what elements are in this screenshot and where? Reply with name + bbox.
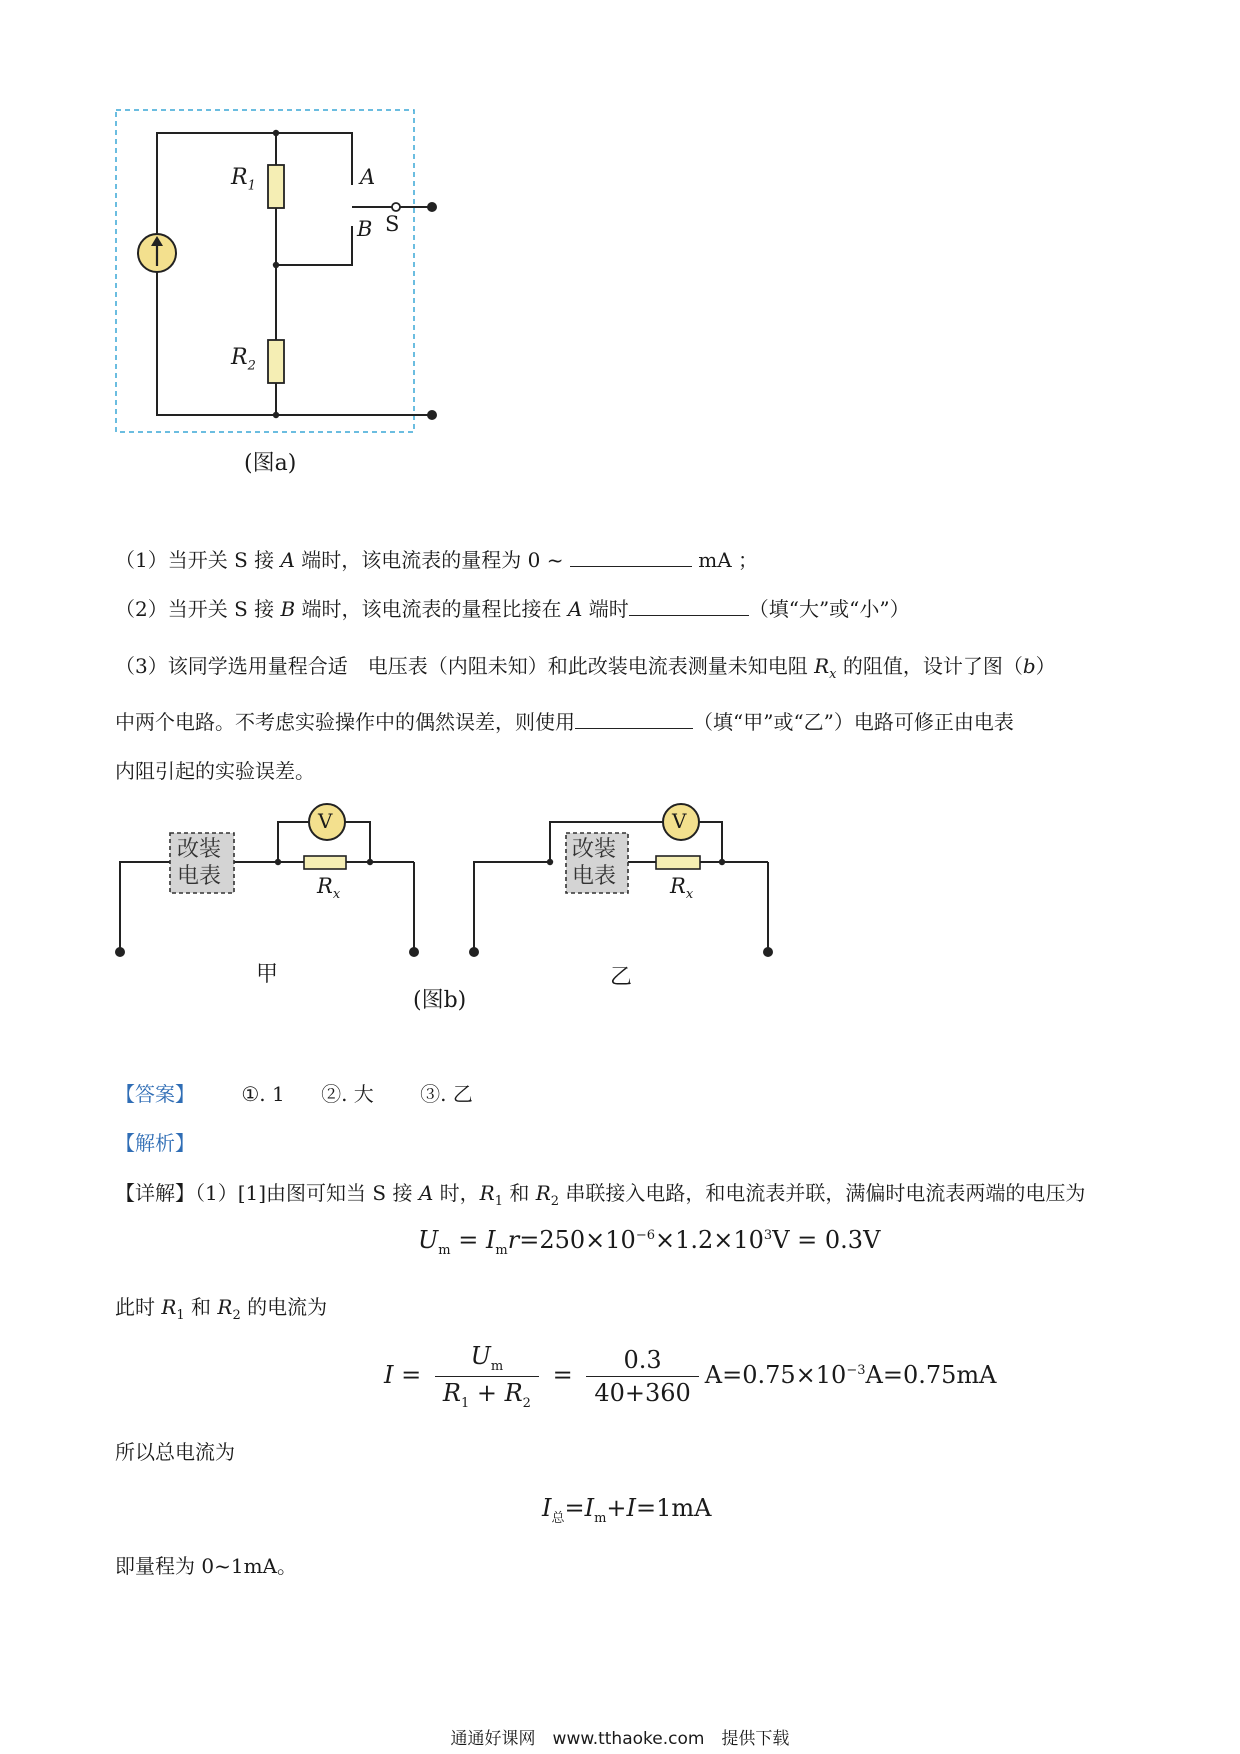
label-a: A: [360, 165, 376, 189]
equation-3: $I_总=I_m+I=1mA$: [542, 1494, 712, 1526]
yi-wire-left: [474, 862, 550, 952]
yi-terminal-right: [763, 947, 773, 957]
jia-terminal-right: [409, 947, 419, 957]
yi-voltmeter-label: V: [672, 809, 687, 833]
question-3-line-1: （3）该同学选用量程合适 电压表（内阻未知）和此改装电流表测量未知电阻 $R_x$ 的阻值，设计了图（b）: [115, 654, 1056, 682]
total-current-line: 所以总电流为: [115, 1440, 235, 1464]
answer-line: 【答案】 ①. 1 ②. 大 ③. 乙: [115, 1082, 473, 1106]
figure-b-caption: (图b): [413, 988, 467, 1013]
label-s: S: [385, 212, 400, 236]
question-3-line-2: 中两个电路。不考虑实验操作中的偶然误差，则使用 （填“甲”或“乙”）电路可修正由电表: [115, 710, 1014, 734]
range-line: 即量程为 0~1mA。: [115, 1554, 297, 1578]
equation-2: I = $\frac{U_m}{R_1 + R_2}$ = $\frac{0.3}{40+360}$ $A=0.75\times 10^{-3}A=0.75mA$: [384, 1342, 997, 1411]
fraction-1: $\frac{U_m}{R_1 + R_2}$: [435, 1342, 539, 1411]
yi-resistor-rx: [656, 856, 700, 869]
figure-a-caption: (图a): [244, 451, 297, 476]
page-footer: 通通好课网 www.tthaoke.com 提供下载: [450, 1729, 790, 1749]
jia-label: 甲: [256, 962, 279, 987]
jia-terminal-left: [115, 947, 125, 957]
current-line: 此时 $R_1$ 和 $R_2$ 的电流为: [115, 1295, 328, 1323]
jia-voltmeter-label: V: [318, 809, 333, 833]
analysis-tag: 【解析】: [115, 1131, 195, 1155]
label-r2: $R_2$: [231, 345, 256, 374]
equation-1: $U_m = I_mr=250\times 10^{-6}\times 1.2\times 10^3V = 0.3V$: [418, 1226, 881, 1258]
jia-resistor-rx: [304, 856, 346, 869]
yi-label: 乙: [610, 965, 633, 990]
jia-rx-label: $R_x$: [317, 874, 341, 903]
jia-v-right: [345, 822, 370, 862]
yi-terminal-left: [469, 947, 479, 957]
label-b: B: [357, 217, 373, 241]
yi-meter-label: 改装 电表: [572, 837, 617, 889]
jia-meter-label: 改装 电表: [177, 837, 222, 889]
question-2: （2）当开关 S 接 B 端时，该电流表的量程比接在 A 端时 （填“大”或“小”）: [115, 597, 910, 621]
yi-v-right: [699, 822, 722, 862]
detail-line: 【详解】（1）[1]由图可知当 S 接 A 时，$R_1$ 和 $R_2$ 串联接入电路，和电流表并联，满偏时电流表两端的电压为: [115, 1181, 1086, 1209]
fraction-2: $\frac{0.3}{40+360}$: [586, 1346, 698, 1407]
question-3-line-3: 内阻引起的实验误差。: [115, 759, 315, 783]
question-1: （1）当开关 S 接 A 端时，该电流表的量程为 0 ~ mA ；: [115, 548, 758, 572]
label-r1: $R_1$: [231, 165, 256, 194]
yi-rx-label: $R_x$: [670, 874, 694, 903]
jia-wire-left: [120, 862, 170, 952]
